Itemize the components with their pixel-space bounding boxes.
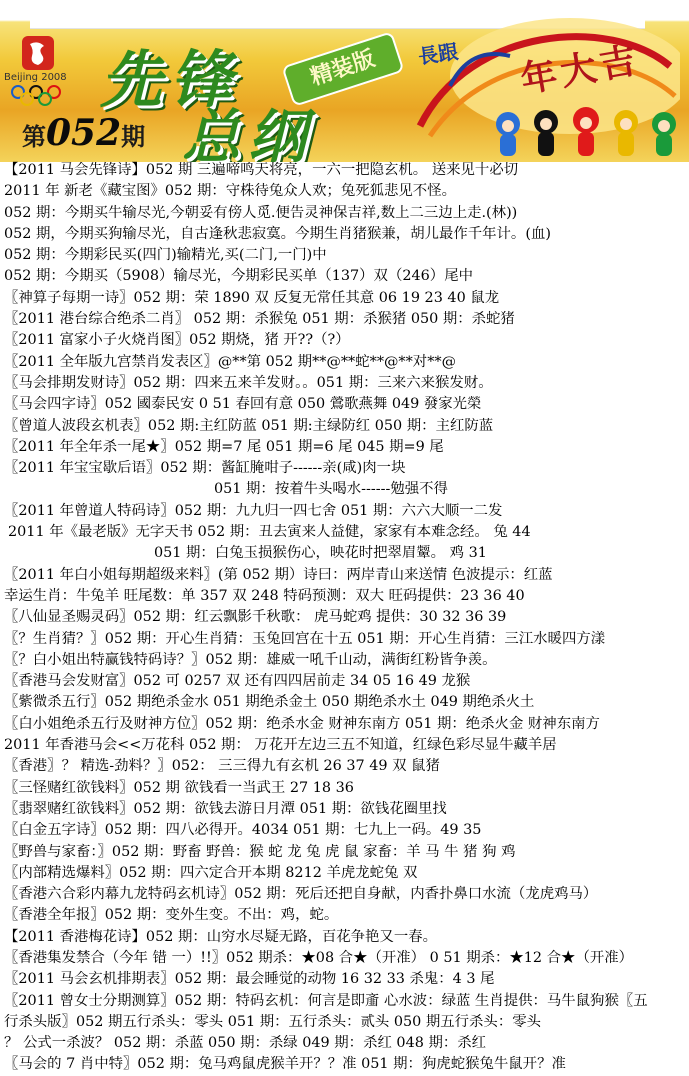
beijing-2008-text: Beijing 2008 xyxy=(4,72,67,83)
text-line: 〖曾道人波段玄机表〗052 期:主红防蓝 051 期:主绿防红 050 期：主红防蓝 xyxy=(4,417,494,434)
text-line: 〖2011 年白小姐每期超级来料〗(第 052 期）诗曰：两岸青山来送情 色波提示：红蓝 xyxy=(4,566,553,583)
text-line: 〖香港〗？ 精选-劲料？〗052： 三三得九有玄机 26 37 49 双 鼠猪 xyxy=(4,758,440,775)
text-line: 〖2011 富家小子火烧肖图〗052 期烧，猪 开??（?） xyxy=(4,332,350,349)
text-line: 〖翡翠赌红欲钱料〗052 期：欲钱去游日月潭 051 期：欲钱花圈里找 xyxy=(4,800,447,817)
text-line: 〖马会的 7 肖中特〗052 期：兔马鸡鼠虎猴羊开？？准 051 期：狗虎蛇猴兔牛鼠开？准 xyxy=(4,1056,566,1073)
text-line: 【2011 马会先锋诗】052 期 三遍啼鸣天将亮，一六一把隐玄机。 送来见十必切 xyxy=(4,162,519,178)
text-line: 〖？生肖猜？〗052 期：开心生肖猜：玉兔回宫在十五 051 期：开心生肖猜：三江水暖四方漾 xyxy=(4,630,606,647)
text-line: 051 期：按着牛头喝水------勉强不得 xyxy=(214,481,448,498)
text-line: 〖三怪赌红欲钱料〗052 期 欲钱看一当武王 27 18 36 xyxy=(4,779,354,796)
text-line: 052 期：今期彩民买(四门)输精光,买(二门,一门)中 xyxy=(4,247,327,264)
issue-number xyxy=(22,112,145,154)
text-line: 〖马会排期发财诗〗052 期：四来五来羊发财。。051 期：三来六来猴发财。 xyxy=(4,374,493,391)
text-line: 〖香港集发禁合（今年 错 一）!!〗052 期杀：★08 合★（开准） 0 51 期杀：★12 合★（开准） xyxy=(4,949,634,966)
text-line: 【2011 香港梅花诗】052 期：山穷水尽疑无路，百花争艳又一春。 xyxy=(4,928,438,945)
jingzhuang-badge: 精装版 xyxy=(281,31,404,107)
text-line: 〖2011 年曾道人特码诗〗052 期：九九归一四七舍 051 期：六六大顺一二发 xyxy=(4,502,503,519)
text-line: 052 期：今期买（5908）输尽光，今期彩民买单（137）双（246）尾中 xyxy=(4,268,473,285)
text-line: ？ 公式一杀波？ 052 期：杀蓝 050 期：杀绿 049 期：杀红 048 期：杀红 xyxy=(4,1035,487,1052)
text-line: 〖白小姐绝杀五行及财神方位〗052 期：绝杀水金 财神东南方 051 期：绝杀火金 财神东南方 xyxy=(4,715,600,732)
title-xianfeng: 先锋 xyxy=(100,43,241,116)
fuwa-mascots-icon xyxy=(488,104,688,160)
text-line: 〖马会四字诗〗052 國泰民安 0 51 春回有意 050 鶯歌燕舞 049 發家光榮 xyxy=(4,396,482,413)
issue-digits: 052 xyxy=(46,112,122,154)
text-line: 〖2011 港台综合绝杀二肖〗 052 期：杀猴兔 051 期：杀猴猪 050 期：杀蛇猪 xyxy=(4,311,515,328)
title-zonggang: 总纲 xyxy=(182,103,315,162)
text-line: 〖神算子每期一诗〗052 期：荣 1890 双 反复无常任其意 06 19 23 40 鼠龙 xyxy=(4,289,500,306)
swirl-tag-text: 長跟 xyxy=(416,39,460,69)
text-line: 行杀头版〗052 期五行杀头：零头 051 期：五行杀头：贰头 050 期五行杀头：零头 xyxy=(4,1013,541,1030)
text-line: 〖2011 年宝宝歇后语〗052 期：酱缸腌咁子------亲(咸)肉一块 xyxy=(4,460,406,477)
text-line: 〖香港六合彩内幕九龙特码玄机诗〗052 期：死后还把自身献，内香扑鼻口水流（龙虎鸡马） xyxy=(4,886,598,903)
article-body xyxy=(0,160,689,1076)
text-line: 〖？白小姐出特赢钱特码诗？〗052 期：雄威一吼千山动，满街红粉皆争羡。 xyxy=(4,651,497,668)
text-line: 〖2011 全年版九宫禁肖发表区〗@**第 052 期**@**蛇**@**对**@ xyxy=(4,353,456,370)
text-line: 〖八仙显圣赐灵码〗052 期：红云飘影千秋歌： 虎马蛇鸡 提供：30 32 36 39 xyxy=(4,609,507,626)
text-line: 2011 年 新老《藏宝图》052 期：守株待兔众人欢；兔死狐悲见不怪。 xyxy=(4,183,456,200)
text-line: 052 期，今期买狗输尽光，自古逢秋悲寂寞。今期生肖猪猴兼，胡儿最作千年计。(血) xyxy=(4,225,551,242)
text-line: 〖野兽与家畜：〗052 期：野畜 野兽：猴 蛇 龙 兔 虎 鼠 家畜：羊 马 牛 猪 狗 鸡 xyxy=(4,843,516,860)
text-line: 051 期：白兔玉损猴伤心，映花时把翠眉颦。 鸡 31 xyxy=(154,545,487,562)
olympic-rings-icon xyxy=(8,84,64,106)
issue-suffix: 期 xyxy=(121,122,146,151)
text-line: 052 期：今期买牛输尽光,今朝妥有傍人觅.便告灵神保吉祥,数上二三边上走.(林)) xyxy=(4,204,518,221)
text-line: 〖2011 马会玄机排期表〗052 期：最会睡觉的动物 16 32 33 杀鬼：4 3 尾 xyxy=(4,971,495,988)
header-banner xyxy=(0,0,689,162)
text-line: 〖紫微杀五行〗052 期绝杀金水 051 期绝杀金土 050 期绝杀水土 049 期绝杀火土 xyxy=(4,694,535,711)
text-line: 幸运生肖：牛兔羊 旺尾数：单 357 双 248 特码预测：双大 旺码提供：23 36 40 xyxy=(4,587,525,604)
text-line: 〖香港马会发财富〗052 可 0257 双 还有四四居前走 34 05 16 49 龙猴 xyxy=(4,673,471,690)
text-line: 〖2011 年全年杀一尾★〗052 期=7 尾 051 期=6 尾 045 期=9 尾 xyxy=(4,438,444,455)
text-line: 2011 年香港马会<<万花科 052 期： 万花开左边三五不知道，红绿色彩尽显牛藏羊居 xyxy=(4,737,557,754)
text-line: 2011 年《最老版》无字天书 052 期：丑去寅来人益健，家家有本难念经。 兔 44 xyxy=(8,524,531,541)
text-line: 〖内部精选爆料〗052 期：四六定合开本期 8212 羊虎龙蛇兔 双 xyxy=(4,864,418,881)
text-line: 〖白金五字诗〗052 期：四八必得开。4034 051 期：七九上一码。49 35 xyxy=(4,822,482,839)
text-line: 〖香港全年报〗052 期：变外生变。不出：鸡，蛇。 xyxy=(4,907,339,924)
text-line: 〖2011 曾女士分期测算〗052 期：特码玄机：何言是即齑 心水波：绿蓝 生肖提供：马牛鼠狗猴〖五 xyxy=(4,992,648,1009)
new-year-greeting: 年大吉 xyxy=(517,38,644,102)
issue-prefix: 第 xyxy=(22,122,46,151)
